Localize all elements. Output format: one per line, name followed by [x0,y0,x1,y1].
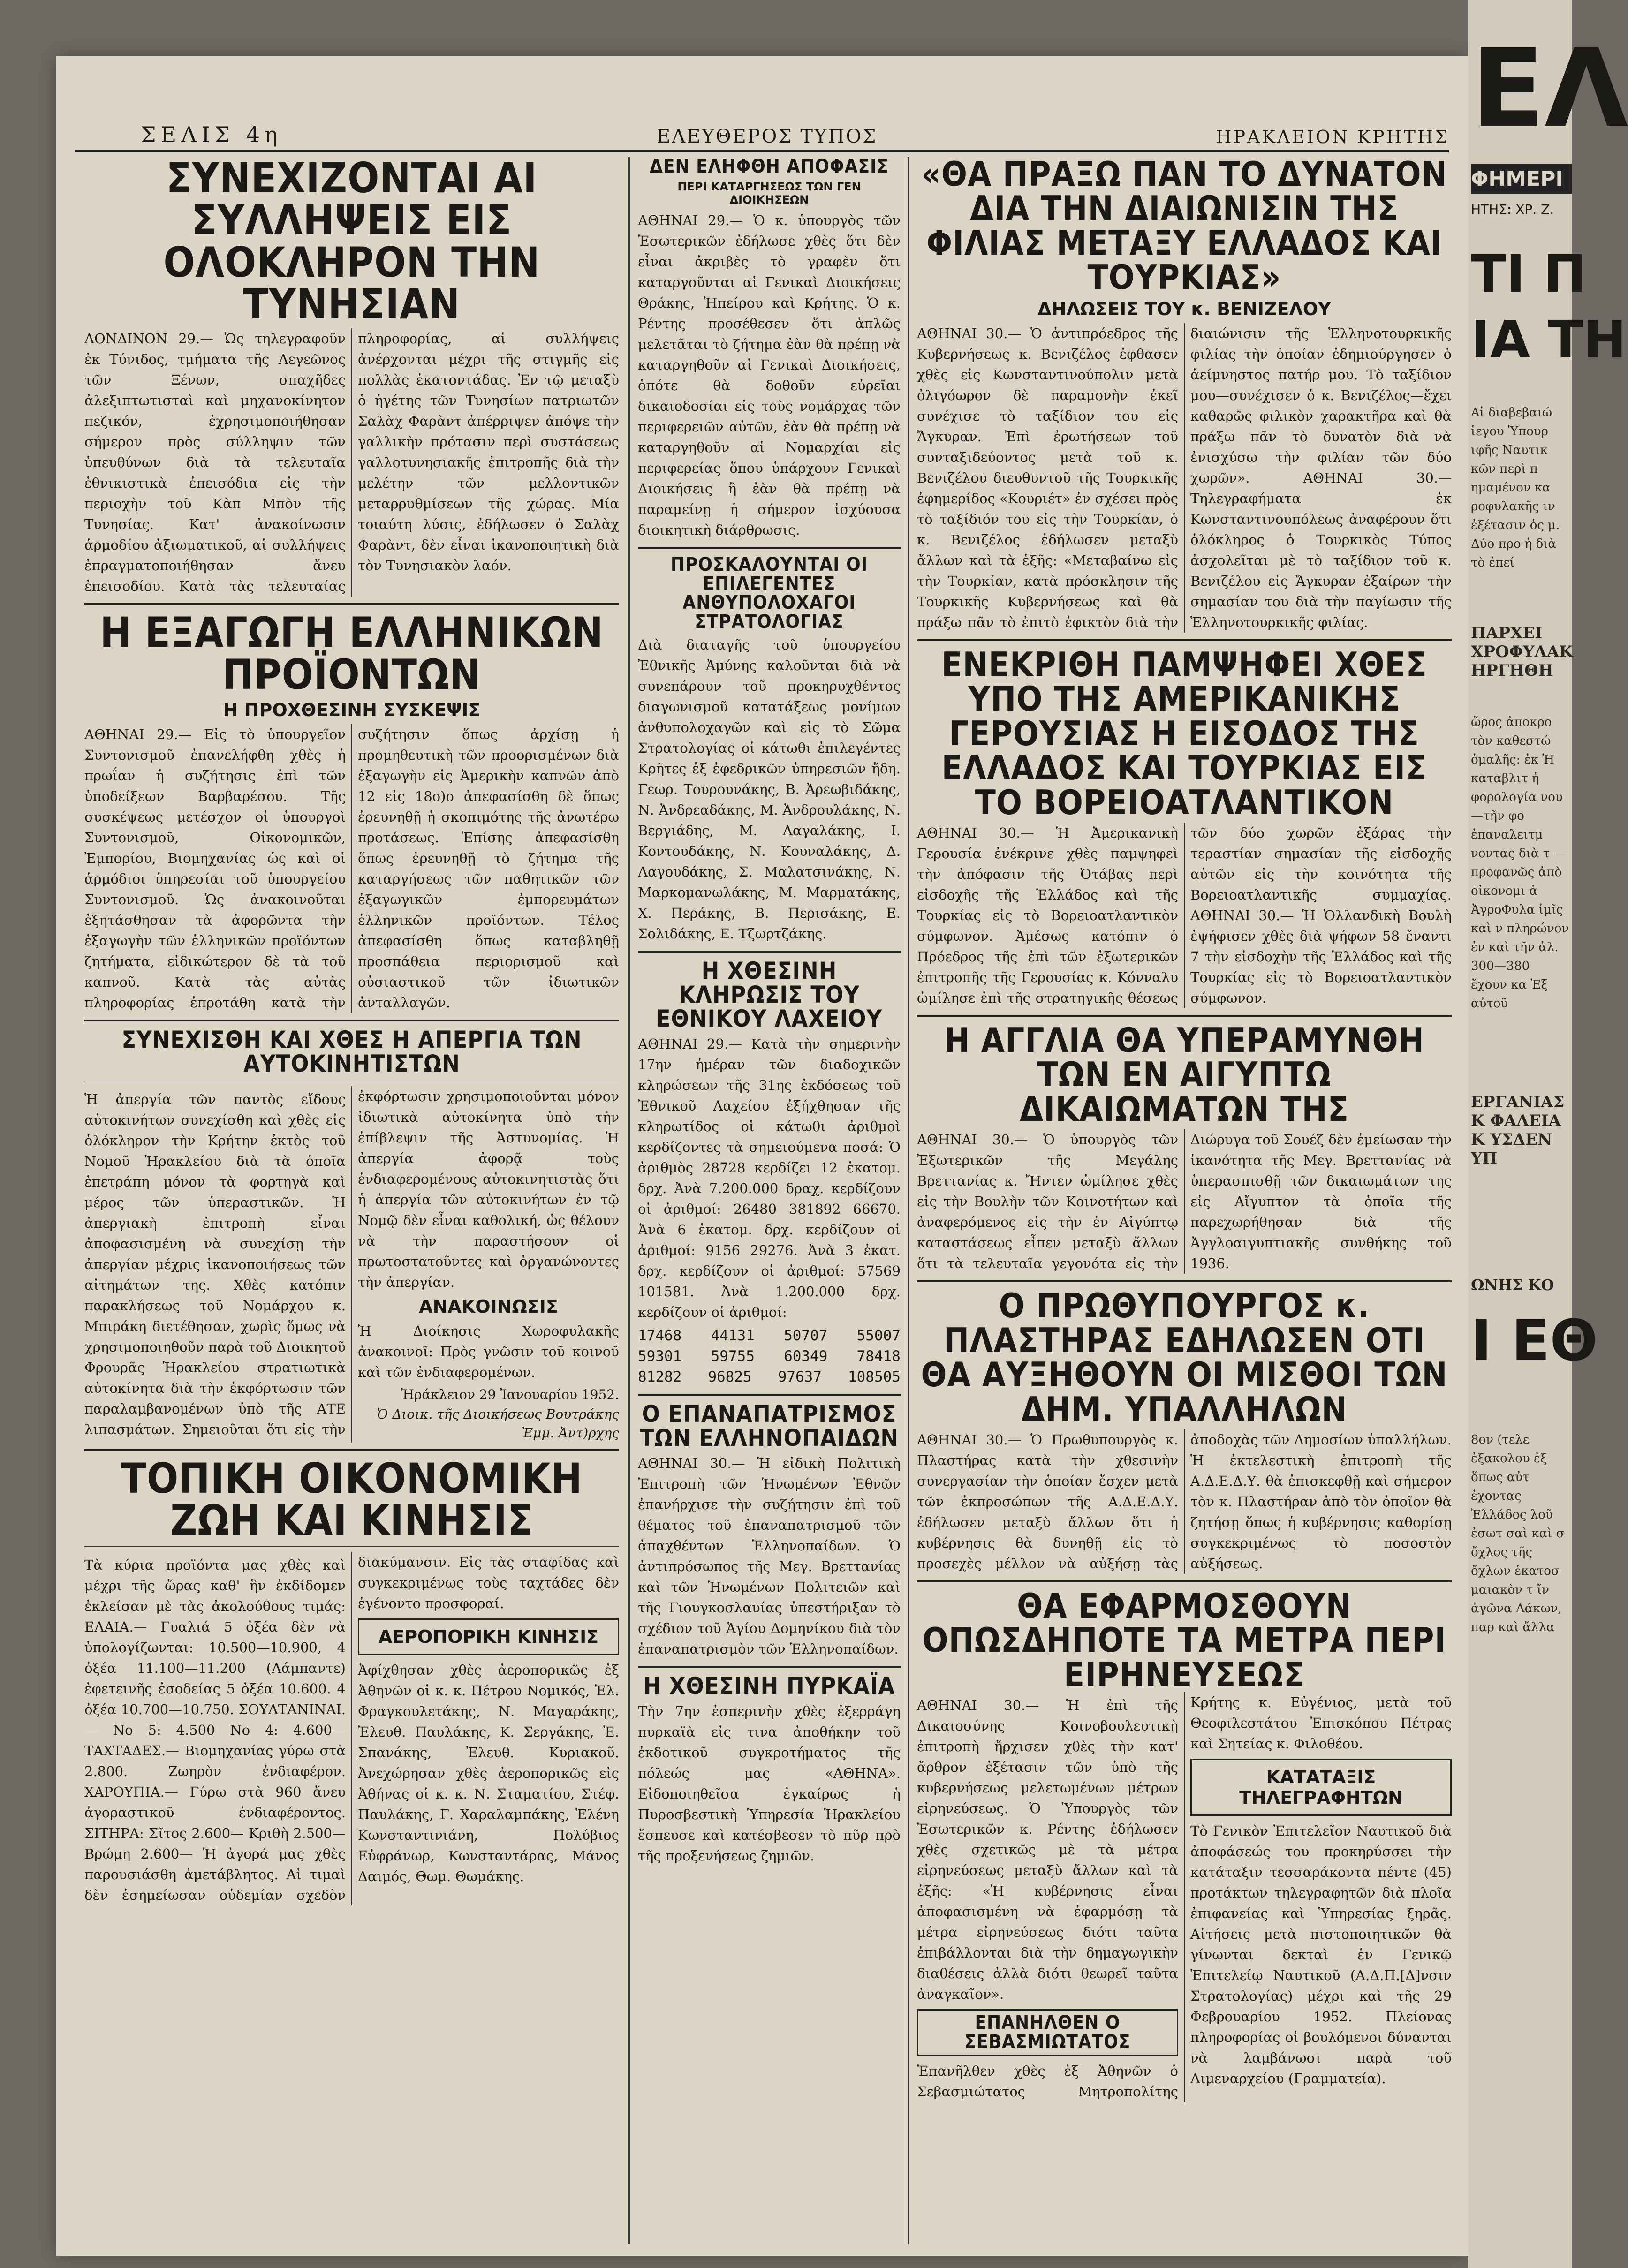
adjacent-headline: ΙΑ ΤΗ [1471,310,1627,370]
headline-england-egypt: Η ΑΓΓΛΙΑ ΘΑ ΥΠΕΡΑΜΥΝΘΗ ΤΩΝ ΕΝ ΑΙΓΥΠΤΩ ΔΙΚΑΙΩΜΑΤΩΝ ΤΗΣ [944,1020,1424,1129]
headline-fire: Η ΧΘΕΣΙΝΗ ΠΥΡΚΑΪΑ [643,1672,895,1700]
headline-local-economy: ΤΟΠΙΚΗ ΟΙΚΟΝΟΜΙΚΗ ΖΩΗ ΚΑΙ ΚΙΝΗΣΙΣ [121,1454,583,1545]
adjacent-date: ΗΤΗΣ: ΧΡ. Ζ. [1471,202,1554,217]
article-lottery: ΑΘΗΝΑΙ 29.— Κατὰ τὴν σημερινὴν 17ην ἡμέραν τῶν διαδοχικῶν κληρώσεων τῆς 31ης ἐκδόσεως τοῦ Ἐθνικοῦ Λαχείου ἐξήχθησαν τῆς κληρωτίδος οἱ κάτωθι ἀριθμοὶ κερδίζοντες τὰ σημειούμενα ποσά: Ὁ ἀριθμὸς 28728 κερδίζει 12 ἑκατομ. δρχ. Ἀνὰ 7.200.000 δραχ. κερδίζουν οἱ ἀριθμοί: 26480 381892 66670. Ἀνὰ 6 ἑκατομ. δρχ. κερδίζουν οἱ ἀριθμοί: 9156 29276. Ἀνὰ 3 ἑκατ. δρχ. κερδίζουν οἱ ἀριθμοί: 57569 101581. Ἀνὰ 1.200.000 δρχ. κερδίζουν οἱ ἀριθμοί: [638,1036,901,1320]
adjacent-page-edge [1468,0,1628,2268]
adjacent-subhead: ΩΝΗΣ ΚΟ [1471,1276,1554,1294]
notice-body: Ἡ Διοίκησις Χωροφυλακῆς ἀνακοινοῖ: Πρὸς γνῶσιν τοῦ κοινοῦ καὶ τῶν ἐνδιαφερομένων. [358,1323,619,1380]
divider [638,547,901,549]
article-england-egypt: ΑΘΗΝΑΙ 30.— Ὁ ὑπουργὸς τῶν Ἐξωτερικῶν τῆς Μεγάλης Βρεττανίας κ. Ἤντεν ὡμίλησε χθὲς εἰς τὴν Βουλὴν τῶν Κοινοτήτων καὶ ἀναφερόμενος εἰς τὴν ἐν Αἰγύπτῳ καταστάσεως εἶπεν μεταξὺ ἄλλων ὅτι τὰ τελευταῖα γεγονότα εἰς τὴν Διώρυγα τοῦ Σουέζ δὲν ἐμείωσαν τὴν ἱκανότητα τῆς Μεγ. Βρεττανίας νὰ ὑπερασπισθῇ τῶν δικαιωμάτων της εἰς Αἴγυπτον τὰ ὁποῖα τῆς παρεχωρήθησαν διὰ τῆς Ἀγγλοαιγυπτιακῆς συνθήκης τοῦ 1936. [917,1132,1452,1272]
notice-date: Ἡράκλειον 29 Ἰανουαρίου 1952. [401,1386,619,1402]
newspaper-page [56,56,1468,2256]
headline-pacification: ΘΑ ΕΦΑΡΜΟΣΘΟΥΝ ΟΠΩΣΔΗΠΟΤΕ ΤΑ ΜΕΤΡΑ ΠΕΡΙ ΕΙΡΗΝΕΥΣΕΩΣ [922,1586,1446,1694]
article-economy: Τὰ κύρια προϊόντα μας χθὲς καὶ μέχρι τῆς ὥρας καθ' ἣν ἐκδίδομεν ἐκλείσαν μὲ τὰς ἀκολούθους τιμάς: ΕΛΑΙΑ.— Γυαλιά 5 ὀξέα δὲν νὰ ὑπολογίζωνται: 10.500—10.900, 4 ὀξέα 11.100—11.200 (Λάμπαντε) ἐφετεινῆς ἐσοδείας 5 ὀξέα 10.600. 4 ὀξέα 10.700—10.750. ΣΟΥΛΤΑΝΙΝΑΙ.— Νο 5: 4.500 Νο 4: 4.600— ΤΑΧΤΑΔΕΣ.— Βιομηχανίας γύρω στὰ 2.800. Ζωηρὸν ἐνδιαφέρον. ΧΑΡΟΥΠΙΑ.— Γύρω στὰ 960 ἄνευ ἀγοραστικοῦ ἐνδιαφέροντος. ΣΙΤΗΡΑ: Σῖτος 2.600— Κριθὴ 2.500— Βρώμη 2.600— Ἡ ἀγορά μας χθὲς παρουσιάσθη ἀμετάβλητος. Αἱ τιμαὶ δὲν ἐσημείωσαν οὐδεμίαν σχεδὸν διακύμανσιν. Εἰς τὰς σταφίδας καὶ συγκεκριμένως τοὺς ταχτάδες δὲν ἐγένοντο προσφοραί. [84,1554,619,1903]
adjacent-subhead: ΕΡΓΑΝΙΑΣ Κ ΦΑΛΕΙΑ Κ ΥΣΔΕΝ ΥΠ [1471,1093,1565,1168]
headline-lieutenants: ΠΡΟΣΚΑΛΟΥΝΤΑΙ ΟΙ ΕΠΙΛΕΓΕΝΤΕΣ ΑΝΘΥΠΟΛΟΧΑΓΟΙ ΣΤΡΑΤΟΛΟΓΙΑΣ [670,553,868,633]
left-column [84,154,619,2244]
divider [84,1546,619,1547]
headline-metropolitan: ΕΠΑΝΗΛΘΕΝ Ο ΣΕΒΑΣΜΙΩΤΑΤΟΣ [964,2012,1131,2053]
lottery-row: 59301 59755 60349 78418 [638,1347,901,1365]
adjacent-text: Αἱ διαβεβαιώ ἱεγου Ὑπουρ ιφῆς Ναυτικ κῶν περὶ π ημαμένον κα ροφυλακῆς ιν ἐξέτασιν ὁς μ. Δύο προ ἡ διὰ τὸ ἐπεί [1471,406,1560,570]
headline-repatriation: Ο ΕΠΑΝΑΠΑΤΡΙΣΜΟΣ ΤΩΝ ΕΛΛΗΝΟΠΑΙΔΩΝ [640,1400,899,1452]
lottery-row: 17468 44131 50707 55007 [638,1327,901,1344]
article-telegraphists: Τὸ Γενικὸν Ἐπιτελεῖον Ναυτικοῦ διὰ ἀποφάσεώς του προκηρύσσει τὴν κατάταξιν τεσσαράκοντα πέντε (45) προτάκτων τηλεγραφητῶν διὰ πλοῖα ἐπιφανείας καὶ Ὑπηρεσίας ξηρᾶς. Αἰτήσεις μετὰ πιστοποιητικῶν θὰ γίνωνται δεκταὶ ἐν Γενικῷ Ἐπιτελείῳ Ναυτικοῦ (Α.Δ.Π.[Δ]νσιν Στρατολογίας) μέχρι καὶ τῆς 29 Φεβρουαρίου 1952. Πλείονας πληροφορίας οἱ βουλόμενοι δύνανται νὰ λαμβάνωσι παρὰ τοῦ Λιμεναρχείου (Γραμματεία). [1190,1823,1452,2087]
article-pacification: ΑΘΗΝΑΙ 30.— Ἡ ἐπὶ τῆς Δικαιοσύνης Κοινοβουλευτικὴ ἐπιτροπὴ ἤρχισεν χθὲς τὴν κατ' ἄρθρον ἐξέτασιν τῶν ὑπὸ τῆς κυβερνήσεως μελετωμένων μέτρων εἰρηνεύσεως. Ὁ Ὑπουργὸς τῶν Ἐσωτερικῶν κ. Ρέντης ἐδήλωσεν χθὲς σχετικῶς μὲ τὰ μέτρα εἰρηνεύσεως μεταξὺ ἄλλων καὶ τὰ ἑξῆς: «Ἡ κυβέρνησις εἶναι ἀποφασισμένη νὰ ἐφαρμόσῃ τὰ μέτρα εἰρηνεύσεως διότι ταῦτα ἐπιβάλλονται διὰ τὴν δημαγωγικὴν διαθέσεις ἀλλὰ διότι θεωρεῖ ταῦτα ἀναγκαῖον». [917,1697,1178,2003]
subheadline-exports: Η ΠΡΟΧΘΕΣΙΝΗ ΣΥΣΚΕΨΙΣ [223,699,481,720]
article-exports: ΑΘΗΝΑΙ 29.— Εἰς τὸ ὑπουργεῖον Συντονισμοῦ ἐπανελήφθη χθὲς ἡ πρωΐαν ἡ συζήτησις ἐπὶ τῶν ὑποδείξεων Βαρβαρέσου. Τῆς συσκέψεως μετέσχον οἱ ὑπουργοὶ Συντονισμοῦ, Οἰκονομικῶν, Ἐμπορίου, Βιομηχανίας ὡς καὶ οἱ ἁρμόδιοι ὑπηρεσίαι τοῦ ὑπουργείου Συντονισμοῦ. Ὡς ἀνακοινοῦται ἐξητάσθησαν τὰ ἀφορῶντα τὴν ἐξαγωγὴν τῶν ἑλληνικῶν προϊόντων ζητήματα, εἰδικώτερον δὲ τὰ τοῦ καπνοῦ. Κατὰ τὰς αὐτὰς πληροφορίας ἐπροτάθη κατὰ τὴν συζήτησιν ὅπως ἀρχίσῃ ἡ προμηθευτικὴ τῶν προορισμένων διὰ ἐξαγωγὴν εἰς Ἀμερικὴν καπνῶν ἀπὸ 12 εἰς 18ο)ο ἀπεφασίσθη δὲ ὅπως ἐρευνηθῇ ἡ σκοπιμότης τῆς ἀνωτέρω προτάσεως. Ἐπίσης ἀπεφασίσθη ὅπως ἐρευνηθῇ τὸ ζήτημα τῆς καταργήσεως τῶν παθητικῶν τῶν ἐξαγωγικῶν ἐμπορευμάτων ἑλληνικῶν προϊόντων. Τέλος ἀπεφασίσθη ὅπως καταβληθῇ προσπάθεια περιορισμοῦ καὶ οὐσιαστικοῦ τῶν ἰδιωτικῶν ἀνταλλαγῶν. [84,726,619,1011]
subheadline-venizelos: ΔΗΛΩΣΕΙΣ ΤΟΥ κ. ΒΕΝΙΖΕΛΟΥ [1037,298,1331,319]
subheadline-no-decision: ΠΕΡΙ ΚΑΤΑΡΓΗΣΕΩΣ ΤΩΝ ΓΕΝ ΔΙΟΙΚΗΣΕΩΝ [677,180,861,206]
newspaper-city: ΗΡΑΚΛΕΙΟΝ ΚΡΗΤΗΣ [1216,127,1449,147]
adjacent-headline: Ι ΕΘ [1471,1308,1598,1374]
article-repatriation: ΑΘΗΝΑΙ 30.— Ἡ εἰδικὴ Πολιτικὴ Ἐπιτροπὴ τῶν Ἡνωμένων Ἐθνῶν ἐπανήρχισε τὴν συζήτησιν ἐπὶ τοῦ θέματος τοῦ ἐπαναπατρισμοῦ τῶν ἀπαχθέντων Ἑλληνοπαίδων. Ὁ ἀντιπρόσωπος τῆς Μεγ. Βρεττανίας καὶ τῶν Ἡνωμένων Πολιτειῶν καὶ τῆς Γιουγκοσλαυίας ὑπεστήριξαν τὸ σχέδιον τοῦ Ἁγίου Δομηνίκου διὰ τὸν ἐπαναπατρισμὸν τῶν Ἑλληνοπαίδων. [638,1455,901,1657]
lottery-row: 81282 96825 97637 108505 [638,1368,901,1385]
article-air-traffic: Ἀφίχθησαν χθὲς ἀεροπορικῶς ἐξ Ἀθηνῶν οἱ κ. κ. Πέτρου Νομικός, Ἑλ. Φραγκουλετάκης, Ν. Μαγαράκης, Ἐλευθ. Παυλάκης, Κ. Σεργάκης, Ἐ. Σπανάκης, Ἐλευθ. Κυριακοῦ. Ἀνεχώρησαν χθὲς ἀεροπορικῶς εἰς Ἀθήνας οἱ κ. κ. Ν. Σταματίου, Στέφ. Παυλάκης, Γ. Χαραλαμπάκης, Ἑλένη Κωνσταντινιάνη, Πολύβιος Εὐφράνωρ, Κωνσταντάρας, Μάνος Δαιμός, Θωμ. Θωμάκης. [358,1662,619,1884]
article-economy-block [84,1552,619,1905]
article-nato-senate: ΑΘΗΝΑΙ 30.— Ἡ Ἀμερικανικὴ Γερουσία ἐνέκρινε χθὲς παμψηφεὶ τὴν ἀπόφασιν τῆς Ὀτάβας περὶ εἰσδοχῆς τῆς Ἑλλάδος καὶ τῆς Τουρκίας εἰς τὸ Βορειοατλαντικὸν σύμφωνον. Ἀμέσως κατόπιν ὁ Πρόεδρος τῆς ἐπὶ τῶν ἐξωτερικῶν ἐπιτροπῆς τῆς Γερουσίας κ. Κόνναλυ ὡμίλησε ἐπὶ τῆς στρατηγικῆς θέσεως τῶν δύο χωρῶν ἐξάρας τὴν τεραστίαν σημασίαν τῆς εἰσδοχῆς αὐτῶν εἰς τὴν κοινότητα τῆς Βορειοατλαντικῆς συμμαχίας. ΑΘΗΝΑΙ 30.— Ἡ Ὁλλανδικὴ Βουλὴ ἐψήφισεν χθὲς διὰ ψήφων 58 ἔναντι 7 τὴν εἰσδοχὴν τῆς Ἑλλάδος καὶ τῆς Τουρκίας εἰς τὸ Βορειοατλαντικὸν σύμφωνον. [917,824,1452,1006]
article-strike: Ἡ ἀπεργία τῶν παντὸς εἴδους αὐτοκινήτων συνεχίσθη καὶ χθὲς εἰς ὁλόκληρον τὴν Κρήτην ἐκτὸς τοῦ Νομοῦ Ἡρακλείου διὰ τὰ ὁποῖα ἐπετράπη μόνον τὰ φορτηγὰ καὶ μέρος τῶν ὑπεραστικῶν. Ἡ ἀπεργιακὴ ἐπιτροπὴ εἶναι ἀποφασισμένη νὰ συνεχίσῃ τὴν ἀπεργίαν μέχρις ἱκανοποιήσεως τῶν αἰτημάτων της. Χθὲς κατόπιν παρακλήσεως τοῦ Νομάρχου κ. Μπιράκη διετέθησαν, χωρὶς ὅμως νὰ χρησιμοποιηθοῦν παρὰ τοῦ Διοικητοῦ Φρουρᾶς Ἡρακλείου στρατιωτικὰ αὐτοκίνητα διὰ τὴν ἐκφόρτωσιν τῶν παραλαμβανομένων ὑπὸ τῆς ΑΤΕ λιπασμάτων. Σημειοῦται ὅτι εἰς τὴν ἐκφόρτωσιν χρησιμοποιοῦνται μόνον ἰδιωτικὰ αὐτοκίνητα ὑπὸ τὴν ἐπίβλεψιν τῆς Ἀστυνομίας. Ἡ ἀπεργία ἀφορᾷ τοὺς ἐνδιαφερομένους αὐτοκινητιστὰς ὅτι ἡ ἀπεργία τῶν αὐτοκινήτων ἐν τῷ Νομῷ δὲν εἶναι καθολική, ὡς θέλουν νὰ τὴν παραστήσουν οἱ πρωτοστατοῦντες καὶ ὀργανώνοντες τὴν ἀπεργίαν. [84,1088,619,1437]
masthead [75,122,1449,152]
adjacent-masthead-strip: ΦΗΜΕΡΙ [1471,164,1572,194]
divider [84,1449,619,1451]
right-column [917,154,1452,2244]
divider [638,1666,901,1668]
newspaper-name: ΕΛΕΥΘΕΡΟΣ ΤΥΠΟΣ [657,126,878,147]
headline-salaries: Ο ΠΡΩΘΥΠΟΥΡΓΟΣ κ. ΠΛΑΣΤΗΡΑΣ ΕΔΗΛΩΣΕΝ ΟΤΙ ΘΑ ΑΥΞΗΘΟΥΝ ΟΙ ΜΙΣΘΟΙ ΤΩΝ ΔΗΜ. ΥΠΑΛΛΗΛΩΝ [921,1286,1448,1429]
adjacent-text: ὤρος ἀποκρο τὸν καθεστώ ὁμαλῆς: ἐκ Ἡ καταβλιτ ἡ φορολογία νου—τῆν φο ἐπαναλειτμ νοντας διὰ τ —προφανῶς ἀπὸ οἰκονομι ἁ ἈγροΦυλα ἰμῖς καὶ ν πληρώνον ἐν καὶ τῆν ἀλ. 300—380 ἔχουν κα Ἐξ αὐτοῦ [1471,715,1569,1011]
headline-strike: ΣΥΝΕΧΙΣΘΗ ΚΑΙ ΧΘΕΣ Η ΑΠΕΡΓΙΑ ΤΩΝ ΑΥΤΟΚΙΝΗΤΙΣΤΩΝ [121,1026,582,1077]
divider [84,1020,619,1021]
divider [84,603,619,605]
article-metropolitan: Ἐπανῆλθεν χθὲς ἐξ Ἀθηνῶν ὁ Σεβασμιώτατος Μητροπολίτης Κρήτης κ. Εὐγένιος, μετὰ τοῦ Θεοφιλεστάτου Ἐπισκόπου Πέτρας καὶ Σητείας κ. Φιλοθέου. [917,1694,1452,2100]
headline-lottery: Η ΧΘΕΣΙΝΗ ΚΛΗΡΩΣΙΣ ΤΟΥ ΕΘΝΙΚΟΥ ΛΑΧΕΙΟΥ [656,957,883,1032]
adjacent-big-letters: ΕΛ [1471,26,1628,151]
headline-venizelos: «ΘΑ ΠΡΑΞΩ ΠΑΝ ΤΟ ΔΥΝΑΤΟΝ ΔΙΑ ΤΗΝ ΔΙΑΙΩΝΙΣΙΝ ΤΗΣ ΦΙΛΙΑΣ ΜΕΤΑΞΥ ΕΛΛΑΔΟΣ ΚΑΙ ΤΟΥΡΚΙΑΣ» [921,154,1447,297]
headline-exports: Η ΕΞΑΓΩΓΗ ΕΛΛΗΝΙΚΩΝ ΠΡΟΪΟΝΤΩΝ [100,608,604,699]
headline-nato-senate: ΕΝΕΚΡΙΘΗ ΠΑΜΨΗΦΕΙ ΧΘΕΣ ΥΠΟ ΤΗΣ ΑΜΕΡΙΚΑΝΙΚΗΣ ΓΕΡΟΥΣΙΑΣ Η ΕΙΣΟΔΟΣ ΤΗΣ ΕΛΛΑΔΟΣ ΚΑΙ ΤΟΥΡΚΙΑΣ ΕΙΣ ΤΟ ΒΟΡΕΙΟΑΤΛΑΝΤΙΚΟΝ [941,644,1427,822]
headline-telegraphists: ΚΑΤΑΤΑΞΙΣ ΤΗΛΕΓΡΑΦΗΤΩΝ [1239,1767,1403,1808]
headline-air-traffic: ΑΕΡΟΠΟΡΙΚΗ ΚΙΝΗΣΙΣ [378,1626,599,1647]
divider [917,1280,1452,1282]
adjacent-headline: ΤΙ Π [1471,244,1587,304]
headline-arrests: ΣΥΝΕΧΙΖΟΝΤΑΙ ΑΙ ΣΥΛΛΗΨΕΙΣ ΕΙΣ ΟΛΟΚΛΗΡΟΝ ΤΗΝ ΤΥΝΗΣΙΑΝ [163,154,540,329]
column-rule [628,157,630,2244]
divider [917,639,1452,641]
column-rule [908,157,909,2244]
article-fire: Τὴν 7ην ἑσπερινὴν χθὲς ἐξερράγη πυρκαϊὰ εἰς τινα ἀποθήκην τοῦ ἐκδοτικοῦ συγκροτήματος τῆς πόλεώς μας «ΑΘΗΝΑ». Εἰδοποιηθεῖσα ἐγκαίρως ἡ Πυροσβεστικὴ Ὑπηρεσία Ἡρακλείου ἔσπευσε καὶ κατέσβεσεν τὸ πῦρ πρὸ τῆς προξενήσεως ζημιῶν. [638,1703,901,1864]
notice-signature: Ὁ Διοικ. τῆς Διοικήσεως Βουτράκης Ἐμμ. Ἀντ)ρχης [377,1406,619,1441]
adjacent-subhead: ΠΑΡΧΕΙ ΧΡΟΦΥΛΑΚ ΗΡΓΗΘΗ [1471,624,1573,680]
article-salaries: ΑΘΗΝΑΙ 30.— Ὁ Πρωθυπουργὸς κ. Πλαστήρας κατὰ τὴν χθεσινὴν συνεργασίαν τὴν ὁποίαν ἔσχεν μετὰ τῶν ἐκπροσώπων τῆς Α.Δ.Ε.Δ.Υ. ἐδήλωσεν μεταξὺ ἄλλων ὅτι ἡ κυβέρνησις θὰ δυνηθῇ εἰς τὸ προσεχὲς μέλλον νὰ αὐξήσῃ τὰς ἀποδοχὰς τῶν Δημοσίων ὑπαλλήλων. Ἡ ἐκτελεστικὴ ἐπιτροπὴ τῆς Α.Δ.Ε.Δ.Υ. θὰ ἐπισκεφθῇ καὶ σήμερον τὸν κ. Πλαστήραν ἀπὸ τὸν ὁποῖον θὰ ζητήσῃ ὅπως ἡ κυβέρνησις καθορίσῃ συγκεκριμένως τὸ ποσοστὸν αὐξήσεως. [917,1432,1452,1572]
article-arrests: ΛΟΝΔΙΝΟΝ 29.— Ὡς τηλεγραφοῦν ἐκ Τύνιδος, τμήματα τῆς Λεγεῶνος τῶν Ξένων, σπαχῆδες ἀλεξιπτωτισταὶ καὶ μηχανοκίνητον πεζικόν, ἐχρησιμοποιήθησαν σήμερον πρὸς σύλληψιν τῶν ὑπευθύνων διὰ τὰ τελευταῖα ἐθνικιστικὰ ἐπεισόδια εἰς τὴν περιοχὴν τοῦ Κὰπ Μπὸν τῆς Τυνησίας. Κατ' ἀνακοίνωσιν ἁρμοδίου ἀξιωματικοῦ, αἱ συλλήψεις ἐπραγματοποιήθησαν ἄνευ ἐπεισοδίου. Κατὰ τὰς τελευταίας πληροφορίας, αἱ συλλήψεις ἀνέρχονται μέχρι τῆς στιγμῆς εἰς πολλὰς ἑκατοντάδας. Ἐν τῷ μεταξὺ ὁ ἡγέτης τῶν Τυνησίων πατριωτῶν Σαλὰχ Φαρὰντ ἀπέρριψεν ἀπόψε τὴν γαλλικὴν πρότασιν περὶ συστάσεως γαλλοτυνησιακῆς ἐπιτροπῆς διὰ τὴν μελέτην τῶν μελλοντικῶν μεταρρυθμίσεων τῆς χώρας. Μία τοιαύτη λύσις, ἐδήλωσεν ὁ Σαλὰχ Φαρὰντ, δὲν εἶναι ἱκανοποιητικὴ διὰ τὸν Τυνησιακὸν λαόν. [84,331,619,594]
article-no-decision: ΑΘΗΝΑΙ 29.— Ὁ κ. ὑπουργὸς τῶν Ἐσωτερικῶν ἐδήλωσε χθὲς ὅτι δὲν εἶναι ἀκριβὲς τὸ γραφὲν ὅτι καταργοῦνται αἱ Γενικαὶ Διοικήσεις Θράκης, Ἠπείρου καὶ Κρήτης. Ὁ κ. Ρέντης προσέθεσεν ὅτι ἁπλῶς μελετᾶται τὸ ζήτημα ἐὰν θὰ πρέπῃ νὰ καταργηθοῦν αἱ Γενικαὶ Διοικήσεις, ὁπότε θὰ δοθοῦν εὐρεῖαι δικαιοδοσίαι εἰς τοὺς νομάρχας τῶν περιφερειῶν αὐτῶν, ἐὰν θὰ πρέπῃ νὰ καταργηθοῦν αἱ Νομαρχίαι εἰς περιφερείας ὅπου ὑπάρχουν Γενικαὶ Διοικήσεις ἢ ἐὰν θὰ πρέπῃ νὰ παραμείνῃ ἡ σήμερον ἰσχύουσα διοικητικὴ διάρθρωσις. [638,212,901,538]
divider [917,1580,1452,1582]
middle-column [638,157,901,2244]
divider [638,1394,901,1396]
article-pacification-block [917,1692,1452,2102]
article-venizelos: ΑΘΗΝΑΙ 30.— Ὁ ἀντιπρόεδρος τῆς Κυβερνήσεως κ. Βενιζέλος ἐφθασεν χθὲς εἰς Κωνσταντινούπολιν μετὰ ὀλιγόωρον δὲ παραμονὴν ἐκεῖ συνέχισε τὸ ταξίδιον του εἰς Ἄγκυραν. Ἐπὶ ἐρωτήσεων τοῦ συνταξιδεύοντος μετὰ τοῦ κ. Βενιζέλου διευθυντοῦ τῆς Τουρκικῆς ἐφημερίδος «Κουριέτ» ἐν σχέσει πρὸς τὸ ταξίδιόν του εἰς τὴν Τουρκίαν, ὁ κ. Βενιζέλος ἐδήλωσεν μεταξὺ ἄλλων καὶ τὰ ἑξῆς: «Μεταβαίνω εἰς τὴν Τουρκίαν, κατὰ πρόσκλησιν τῆς Τουρκικῆς Κυβερνήσεως καὶ θὰ πράξω πᾶν τὸ ἐπιτὸ ἐφικτὸν διὰ τὴν διαιώνισιν τῆς Ἑλληνοτουρκικῆς φιλίας τὴν ὁποίαν ἐδημιούργησεν ὁ ἀείμνηστος πατήρ μου. Τὸ ταξίδιον μου—συνέχισεν ὁ κ. Βενιζέλος—ἔχει καθαρῶς φιλικὸν χαρακτῆρα καὶ θὰ πράξω πᾶν τὸ δυνατὸν διὰ νὰ ἐνισχύσω τὴν φιλίαν τῶν δύο χωρῶν». ΑΘΗΝΑΙ 30.— Τηλεγραφήματα ἐκ Κωνσταντινουπόλεως ἀναφέρουν ὅτι ὁλόκληρος ὁ Τουρκικὸς Τύπος ἀσχολεῖται μὲ τὸ ταξίδιον τοῦ κ. Βενιζέλου εἰς Ἄγκυραν ἐξαίρων τὴν σημασίαν του διὰ τὴν παγίωσιν τῆς Ἑλληνοτουρκικῆς φιλίας. [917,325,1452,630]
notice-title: ΑΝΑΚΟΙΝΩΣΙΣ [419,1296,558,1317]
headline-no-decision: ΔΕΝ ΕΛΗΦΘΗ ΑΠΟΦΑΣΙΣ [650,156,889,177]
divider [917,1015,1452,1017]
article-strike-block [84,1086,619,1443]
adjacent-text: 8ον (τελε ἐξακολου ἐξ ὅπως αὐτ ἐχοντας Ἐλλάδος λοῦ ἐσωτ σαὶ καὶ σ ὄχλος τῆς ὄχλων ἑκατοσ μαιακὸν τ ἴν ἀγῶνα Λάκων, παρ καὶ ἄλλα [1471,1433,1565,1634]
lottery-number-table [638,1325,901,1387]
divider [638,951,901,953]
page-number: ΣΕΛΙΣ 4η [141,122,282,147]
article-lieutenants: Διὰ διαταγῆς τοῦ ὑπουργείου Ἐθνικῆς Ἀμύνης καλοῦνται διὰ νὰ συνεπάρουν τοῦ προκηρυχθέντος διαγωνισμοῦ κατατάξεως μονίμων ἀνθυπολοχαγῶν καὶ εἰς τὸ Σῶμα Στρατολογίας οἱ κάτωθι ἐπιλεγέντες Κρῆτες ἐξ ἐφεδρικῶν ὑπηρεσιῶν ἤδη. Γεωρ. Τουρουνάκης, Β. Ἀρεωβιδάκης, Ν. Ἀνδρεαδάκης, Μ. Ἀνδρουλάκης, Ν. Βεργιάδης, Μ. Λαγαλάκης, Ι. Κοντουδάκης, Ν. Κουναλάκης, Δ. Λαγουδάκης, Σ. Μαλατσινάκης, Ν. Μαρκομανωλάκης, Μ. Μαρματάκης, Χ. Περάκης, Β. Περισάκης, Ε. Σολιδάκης, Ε. Τζωρτζάκης. [638,636,901,942]
